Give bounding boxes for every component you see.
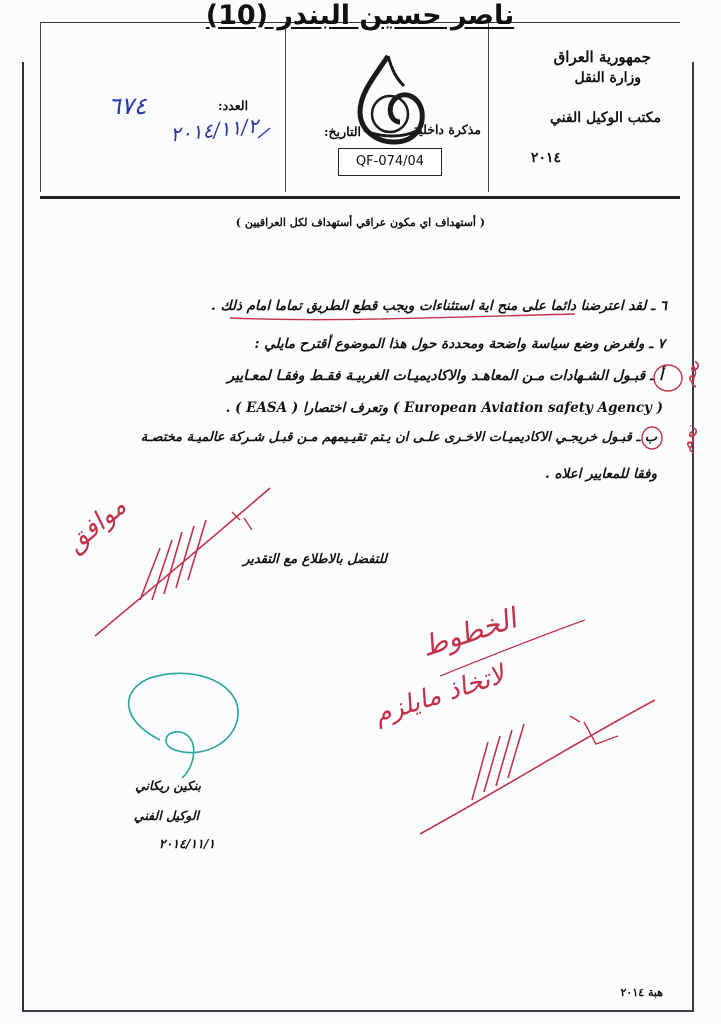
paragraph-7: ٧ ـ ولغرض وضع سياسة واضحة ومحددة حول هذا الموضوع أقترح مايلي : (254, 336, 665, 352)
initial-stroke (472, 724, 524, 800)
form-code: QF-074/04 (338, 148, 442, 176)
date-value: ٢٠١٤/١١/٢ (168, 113, 260, 147)
approval-note-right-line1: الخطوط (417, 601, 521, 664)
approval-note-right-line2: لاتخاذ مايلزم (370, 659, 509, 731)
initial-stroke (570, 716, 618, 744)
memo-type: مذكرة داخلية (412, 122, 481, 137)
signatory-name: بنكين ريكاني (135, 778, 201, 793)
underline-stroke (230, 314, 575, 320)
approval-note-left: موافق (60, 491, 133, 559)
item-a-line2: ( European Aviation safety Agency ) وتعرف اختصارا ( EASA ) . (225, 400, 663, 416)
country-name: جمهورية العراق (553, 48, 651, 66)
closing-line: للتفضل بالاطلاع مع التقدير (243, 552, 387, 567)
circle-mark (654, 365, 682, 391)
initial-stroke (140, 520, 206, 600)
number-label: العدد: (218, 98, 249, 113)
sender-year: ٢٠١٤ (530, 150, 561, 166)
document-header-title: ناصر حسين البندر (10) (205, 0, 515, 31)
ministry-name: وزارة النقل (574, 70, 641, 86)
initial-stroke (232, 512, 252, 530)
footer-note: هبة ٢٠١٤ (620, 986, 663, 999)
item-a-line1: أ ـ قبـول الشـهادات مـن المعاهـد والاكاديميـات الغربيـة فقـط وفقـا لمعـايير (227, 368, 663, 384)
signature-stroke (129, 673, 238, 778)
initial-stroke (95, 488, 270, 636)
initial-stroke (420, 700, 655, 834)
date-label: التاريخ: (323, 124, 361, 139)
signatory-title: الوكيل الفني (133, 808, 199, 823)
subject-line: ( أستهداف اي مكون عراقي أستهداف لكل العراقيين ) (235, 216, 485, 229)
paragraph-6: ٦ ـ لقد اعترضنا دائما على منح اية استثناءات ويجب قطع الطريق تماما امام ذلك . (211, 298, 667, 314)
underline-stroke (440, 620, 585, 676)
item-b-line2: وفقا للمعايير اعلاه . (545, 466, 657, 482)
number-value: ٦٧٤ (108, 92, 147, 120)
margin-note-a: نعم (676, 356, 706, 389)
date-stroke (258, 128, 270, 138)
office-name: مكتب الوكيل الفني (550, 110, 661, 126)
item-b-line1: ب ـ قبـول خريجـي الاكاديميـات الاخـرى علـى ان يـتم تقيـيمهم مـن قبـل شـركة عالميـة مختصـة (140, 430, 657, 445)
signatory-date: ٢٠١٤/١١/١ (158, 836, 215, 851)
circle-mark (642, 427, 662, 449)
margin-note-b: نعم (674, 422, 704, 455)
